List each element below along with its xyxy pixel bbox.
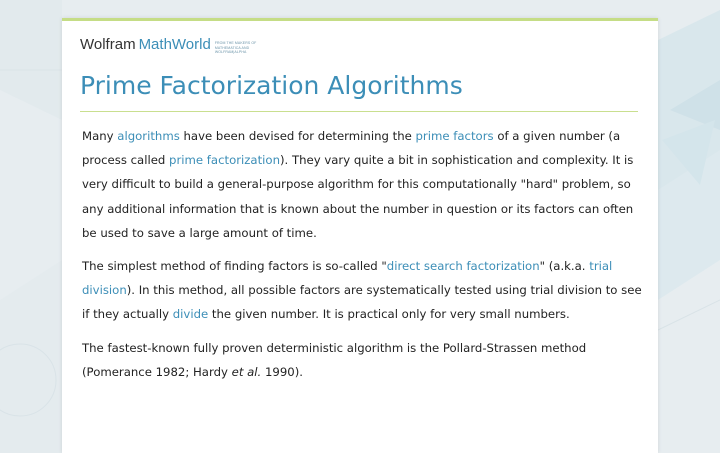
article-body xyxy=(82,124,650,393)
paragraph-pollard-strassen xyxy=(82,336,650,384)
paragraph-text: ). They vary quite a bit in sophistication and complexity. It is very difficult to build a general-purpose algorithm for this computationally "hard" problem, so any additional information that is known about the number in question or its factors can often be used to save a large amount of time. xyxy=(82,153,634,240)
card-top-accent xyxy=(62,18,658,21)
logo-wolfram-text: Wolfram xyxy=(80,36,136,53)
article-card xyxy=(62,18,658,453)
link-divide[interactable]: divide xyxy=(172,307,209,322)
paragraph-trial-division xyxy=(82,254,650,327)
link-direct-search-factorization[interactable]: direct search factorization xyxy=(386,259,540,274)
paragraph-text: " (a.k.a. xyxy=(539,259,590,274)
paragraph-text: ). In this method, all possible factors are systematically tested using trial division to see if they actually xyxy=(82,283,642,322)
mathworld-logo[interactable] xyxy=(80,36,281,60)
title-divider xyxy=(80,111,638,112)
paragraph-text: 1990). xyxy=(261,364,303,379)
paragraph-text: the given number. It is practical only for very small numbers. xyxy=(208,307,570,322)
paragraph-text: of a given number (a process called xyxy=(82,129,621,168)
link-prime-factorization[interactable]: prime factorization xyxy=(169,153,280,168)
logo-tagline: FROM THE MAKERS OF MATHEMATICA AND WOLFRAM|ALPHA xyxy=(214,41,257,54)
paragraph-italic-text: et al. xyxy=(231,364,262,379)
paragraph-text: have been devised for determining the xyxy=(179,129,416,143)
logo-mathworld-text: MathWorld xyxy=(138,36,211,53)
paragraph-text: Many xyxy=(82,129,118,143)
link-trial-division[interactable]: trial division xyxy=(82,259,613,298)
link-algorithms[interactable]: algorithms xyxy=(117,129,180,143)
link-prime-factors[interactable]: prime factors xyxy=(415,129,494,143)
paragraph-text: The fastest-known fully proven deterministic algorithm is the Pollard-Strassen method (Pomerance 1982; Hardy xyxy=(82,340,587,379)
page-title: Prime Factorization Algorithms xyxy=(80,71,463,100)
paragraph-text: The simplest method of finding factors is so-called " xyxy=(82,259,387,274)
paragraph-intro xyxy=(82,124,650,245)
